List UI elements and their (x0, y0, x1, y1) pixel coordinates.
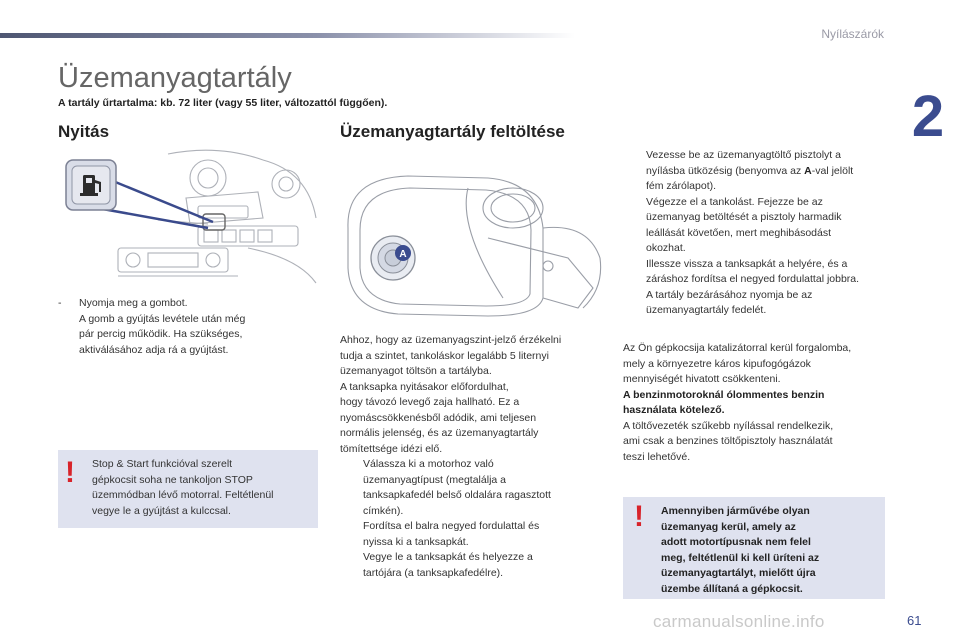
intro-line: normális jelenség, és az üzemanyagtartály (340, 427, 539, 439)
list-item (623, 257, 885, 288)
step-text: nyílásba ütközésig (benyomva az (646, 164, 805, 177)
step-text: -val jelölt (811, 164, 854, 177)
opening-step (58, 296, 318, 358)
step-line: okozhat. (646, 242, 686, 254)
label-a-ref: A (804, 164, 812, 177)
list-item (623, 288, 885, 319)
wrong-fuel-warning (623, 497, 885, 599)
step-line: Vezesse be az üzemanyagtöltő pisztolyt a (646, 149, 841, 161)
warning-line: meg, feltétlenül ki kell üríteni az (661, 551, 820, 564)
step-line: A tartály bezárásához nyomja be az (646, 288, 813, 301)
stop-start-warning (58, 450, 318, 528)
step-line: Fordítsa el balra negyed fordulattal és (363, 520, 540, 532)
para-line: mely a környezetre káros kipufogógázok (623, 357, 811, 370)
step-line (646, 164, 885, 180)
step-line: fém zárólapot). (646, 180, 717, 192)
list-item (340, 457, 602, 519)
intro-line: tudja a szintet, tankoláskor legalább 5 liternyi (340, 349, 549, 362)
step-line: tanksapkafedél belső oldalára ragasztott (363, 489, 551, 501)
tank-capacity-note: A tartály űrtartalma: kb. 72 liter (vagy 55 liter, változattól függően). (58, 97, 388, 109)
opening-heading: Nyitás (58, 122, 110, 141)
unleaded-requirement: használata kötelező. (623, 404, 725, 416)
header-accent-bar (0, 33, 575, 38)
refueling-instructions (340, 333, 602, 581)
warning-line: üzemanyag kerül, amely az (661, 520, 796, 533)
para-line: teszi lehetővé. (623, 450, 691, 463)
intro-line: A tanksapka nyitásakor előfordulhat, (340, 380, 509, 393)
warning-icon: ! (65, 456, 75, 489)
dashboard-fuel-button-illustration (58, 148, 318, 288)
step-line: üzemanyagtípust (megtalálja a (363, 473, 506, 486)
step-line: üzemanyagtartály fedelét. (646, 304, 767, 316)
list-item (623, 148, 885, 195)
warning-line: gépkocsit soha ne tankoljon STOP (92, 473, 253, 486)
warning-line: üzemanyagtartályt, mielőtt újra (661, 567, 816, 579)
list-item (340, 519, 602, 550)
refueling-heading: Üzemanyagtartály feltöltése (340, 122, 565, 141)
warning-line: vegye le a gyújtást a kulccsal. (92, 504, 231, 517)
warning-line: üzembe állítaná a gépkocsit. (661, 582, 803, 595)
list-item (340, 550, 602, 581)
para-line: Az Ön gépkocsija katalizátorral kerül forgalomba, (623, 342, 852, 354)
intro-line: tömítettsége idézi elő. (340, 442, 443, 455)
para-line: mennyiségét hivatott csökkenteni. (623, 373, 781, 385)
step-line: aktiválásához adja rá a gyújtást. (79, 343, 229, 356)
step-line: címkén). (363, 504, 404, 517)
intro-line: hogy távozó levegő zaja hallható. Ez a (340, 396, 520, 408)
step-line: nyissa ki a tanksapkát. (363, 535, 469, 548)
step-line: Illessze vissza a tanksapkát a helyére, és a (646, 257, 848, 270)
warning-line: Amennyiben járművébe olyan (661, 505, 810, 517)
step-line: Nyomja meg a gombot. (79, 297, 188, 309)
warning-line: adott motortípusnak nem felel (661, 536, 811, 548)
step-line: Végezze el a tankolást. Fejezze be az (646, 195, 823, 208)
label-a: A (399, 249, 407, 260)
warning-icon: ! (634, 500, 644, 533)
step-line: tartójára (a tanksapkafedélre). (363, 566, 504, 579)
step-line: záráshoz fordítsa el negyed fordulattal jobbra. (646, 273, 860, 285)
fuel-filler-cap-illustration (338, 168, 608, 318)
page-number: 61 (907, 613, 922, 628)
chapter-number: 2 (911, 84, 945, 149)
refueling-steps-continued (623, 148, 885, 319)
step-line: A gomb a gyújtás levétele után még (79, 312, 246, 325)
intro-line: Ahhoz, hogy az üzemanyagszint-jelző érzékelni (340, 334, 562, 346)
section-name: Nyílászárók (821, 27, 884, 41)
unleaded-requirement: A benzinmotoroknál ólommentes benzin (623, 388, 825, 401)
step-line: leállását követően, mert meghibásodást (646, 226, 832, 239)
step-line: üzemanyag betöltését a pisztoly harmadik (646, 211, 842, 223)
warning-line: Stop & Start funkcióval szerelt (92, 458, 233, 470)
intro-line: nyomáscsökkenésből adódik, ami teljesen (340, 411, 537, 424)
step-line: Vegye le a tanksapkát és helyezze a (363, 551, 533, 563)
step-line: Válassza ki a motorhoz való (363, 458, 494, 470)
step-line: pár percig működik. Ha szükséges, (79, 328, 243, 340)
list-item (623, 195, 885, 257)
para-line: A töltővezeték szűkebb nyílással rendelkezik, (623, 419, 834, 432)
watermark: carmanualsonline.info (653, 612, 825, 631)
page-title: Üzemanyagtartály (58, 62, 292, 94)
intro-line: üzemanyagot töltsön a tartályba. (340, 365, 492, 377)
catalyst-note (623, 341, 885, 465)
warning-line: üzemmódban lévő motorral. Feltétlenül (92, 489, 274, 501)
para-line: ami csak a benzines töltőpisztoly használatát (623, 435, 833, 447)
dash-bullet: - (58, 297, 62, 309)
